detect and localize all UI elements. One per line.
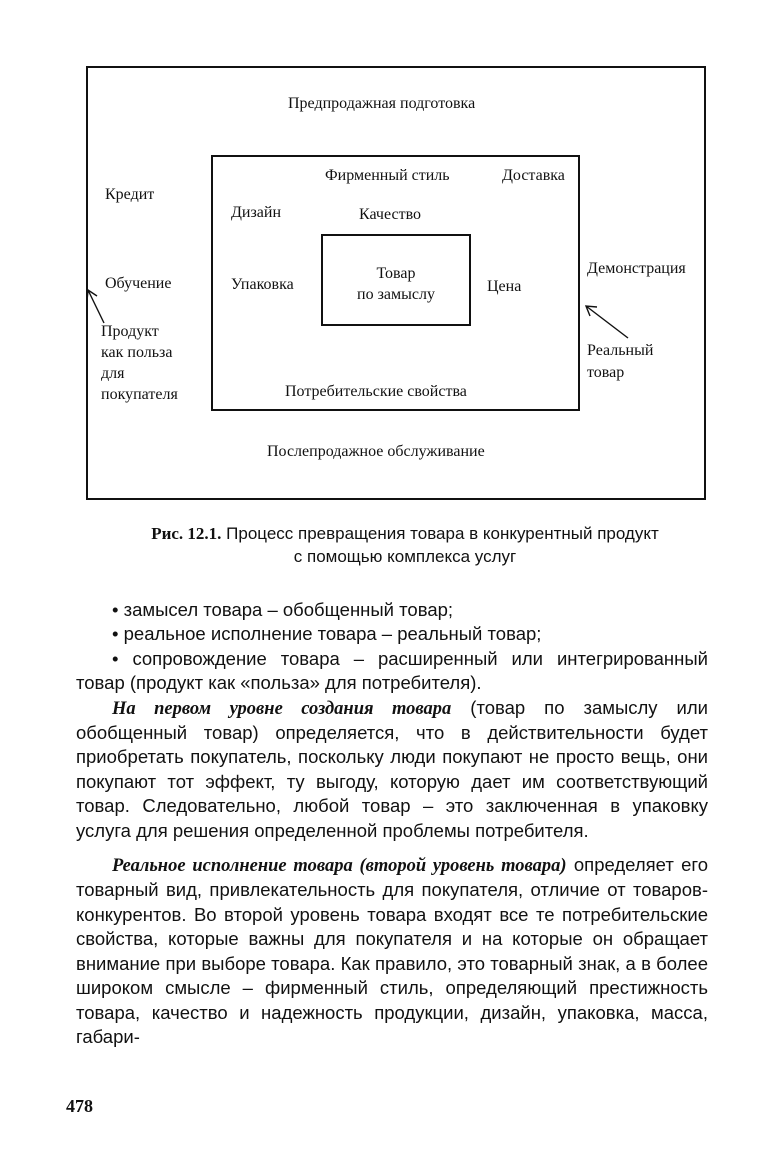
bullet-item: • сопровождение товара – расширенный или интегрированный товар (продукт как «польза» для потребителя).: [76, 647, 708, 694]
label-product-line1: Продукт: [101, 323, 159, 340]
label-design: Дизайн: [231, 204, 282, 221]
diagram-arrows: [0, 0, 762, 520]
label-demo: Демонстрация: [587, 260, 686, 277]
label-credit: Кредит: [105, 186, 155, 203]
bullet-item: • реальное исполнение товара – реальный товар;: [112, 623, 542, 645]
para2-rest: определяет его товарный вид, привлекательность для покупателя, отличие от товаров-конкурентов. Во второй уровень товара входят все те потребительские свойства, которые важны для покупателя и на которые он обращает внимание при выборе товара. Как правило, это товарный знак, а в более широком смысле – фирменный стиль, определяющий престижность товара, качество и надежность продукции, дизайн, упаковка, масса, габари-: [76, 854, 709, 1047]
label-properties: Потребительские свойства: [285, 383, 467, 400]
paragraph-second-level: [76, 853, 708, 1049]
label-package: Упаковка: [231, 276, 294, 293]
label-training: Обучение: [105, 275, 172, 292]
label-product-line4: покупателя: [101, 386, 178, 403]
label-price: Цена: [487, 278, 522, 295]
body-text: [76, 598, 708, 1049]
label-aftersale: Послепродажное обслуживание: [267, 443, 485, 460]
label-presale: Предпродажная подготовка: [288, 95, 476, 112]
page-number: 478: [66, 1096, 93, 1116]
figure-caption: [60, 522, 750, 545]
label-quality: Качество: [359, 206, 422, 223]
arrow-left-icon: [87, 290, 104, 323]
para1-rest: (товар по замыслу или обобщенный товар) определяется, что в действительности будет приобретать покупатель, поскольку люди покупают не просто вещь, они покупают тот эффект, ту выгоду, которую дает им соответствующий товар. Следовательно, любой товар – это заключенная в упаковку услуга для решения определенной проблемы потребителя.: [76, 696, 709, 841]
label-core-line1: Товар: [376, 265, 416, 282]
caption-label: Рис. 12.1.: [151, 524, 222, 543]
label-product-line2: как польза: [101, 344, 173, 361]
bullet-text: замысел товара – обобщенный товар;: [123, 599, 454, 620]
bullet-text: сопровождение товара – расширенный или интегрированный товар (продукт как «польза» для потребителя).: [76, 647, 708, 694]
label-brand: Фирменный стиль: [325, 167, 450, 184]
label-delivery: Доставка: [502, 167, 565, 184]
label-product-line3: для: [101, 365, 125, 382]
para2-lead: Реальное исполнение товара (второй уровень товара): [112, 856, 567, 877]
caption-line1: Процесс превращения товара в конкурентный продукт: [226, 524, 659, 543]
figure-caption-line2: с помощью комплекса услуг: [293, 547, 517, 566]
bullet-item: • замысел товара – обобщенный товар;: [112, 599, 454, 620]
paragraph-first-level: [76, 696, 708, 843]
para1-lead: На первом уровне создания товара: [112, 698, 452, 719]
label-real-line1: Реальный: [587, 342, 654, 359]
arrow-right-icon: [586, 306, 628, 338]
label-real-line2: товар: [587, 364, 625, 381]
bullet-text: реальное исполнение товара – реальный товар;: [123, 623, 542, 645]
label-core-line2: по замыслу: [357, 286, 435, 303]
